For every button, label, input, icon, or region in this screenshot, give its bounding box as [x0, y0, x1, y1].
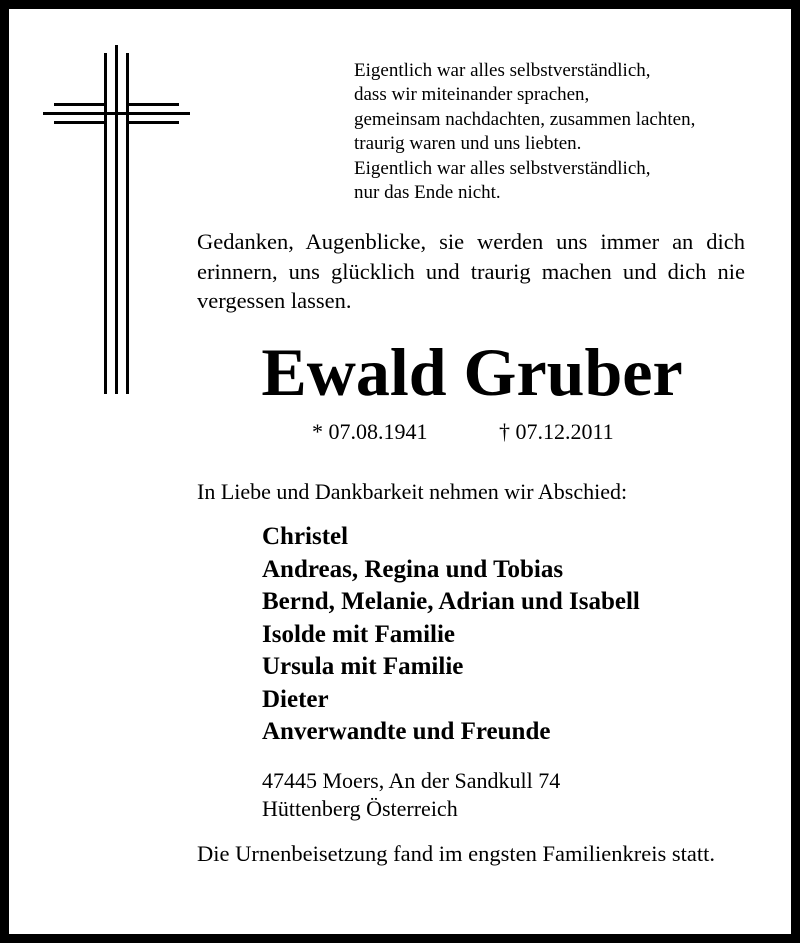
deceased-name: Ewald Gruber — [261, 334, 683, 410]
mourner: Anverwandte und Freunde — [262, 718, 551, 745]
poem-line: nur das Ende nicht. — [354, 182, 501, 204]
mourner: Bernd, Melanie, Adrian und Isabell — [262, 588, 640, 615]
death-date: † 07.12.2011 — [499, 419, 614, 444]
birth-date: * 07.08.1941 — [312, 419, 428, 444]
poem-line: Eigentlich war alles selbstverständlich, — [354, 157, 651, 179]
intro-text: Gedanken, Augenblicke, sie werden uns immer an dich erinnern, uns glücklich und traurig machen und dich nie vergessen lassen. — [197, 229, 745, 313]
mourners-list — [262, 521, 640, 749]
farewell-text: In Liebe und Dankbarkeit nehmen wir Abschied: — [197, 479, 628, 504]
mourner: Ursula mit Familie — [262, 653, 464, 680]
poem-line: dass wir miteinander sprachen, — [354, 84, 590, 106]
mourner: Andreas, Regina und Tobias — [262, 555, 564, 583]
mourner: Isolde mit Familie — [262, 620, 456, 648]
poem-line: Eigentlich war alles selbstverständlich, — [354, 60, 651, 81]
address-line: Hüttenberg Österreich — [262, 796, 458, 821]
mourner: Dieter — [262, 685, 329, 713]
closing-text: Die Urnenbeisetzung fand im engsten Familienkreis statt. — [197, 841, 715, 866]
poem-line: gemeinsam nachdachten, zusammen lachten, — [354, 108, 696, 130]
poem-line: traurig waren und uns liebten. — [354, 133, 582, 155]
address-line: 47445 Moers, An der Sandkull 74 — [262, 768, 561, 793]
mourner: Christel — [262, 523, 349, 550]
address — [262, 767, 560, 823]
obituary-notice — [9, 9, 791, 934]
poem — [354, 59, 695, 205]
